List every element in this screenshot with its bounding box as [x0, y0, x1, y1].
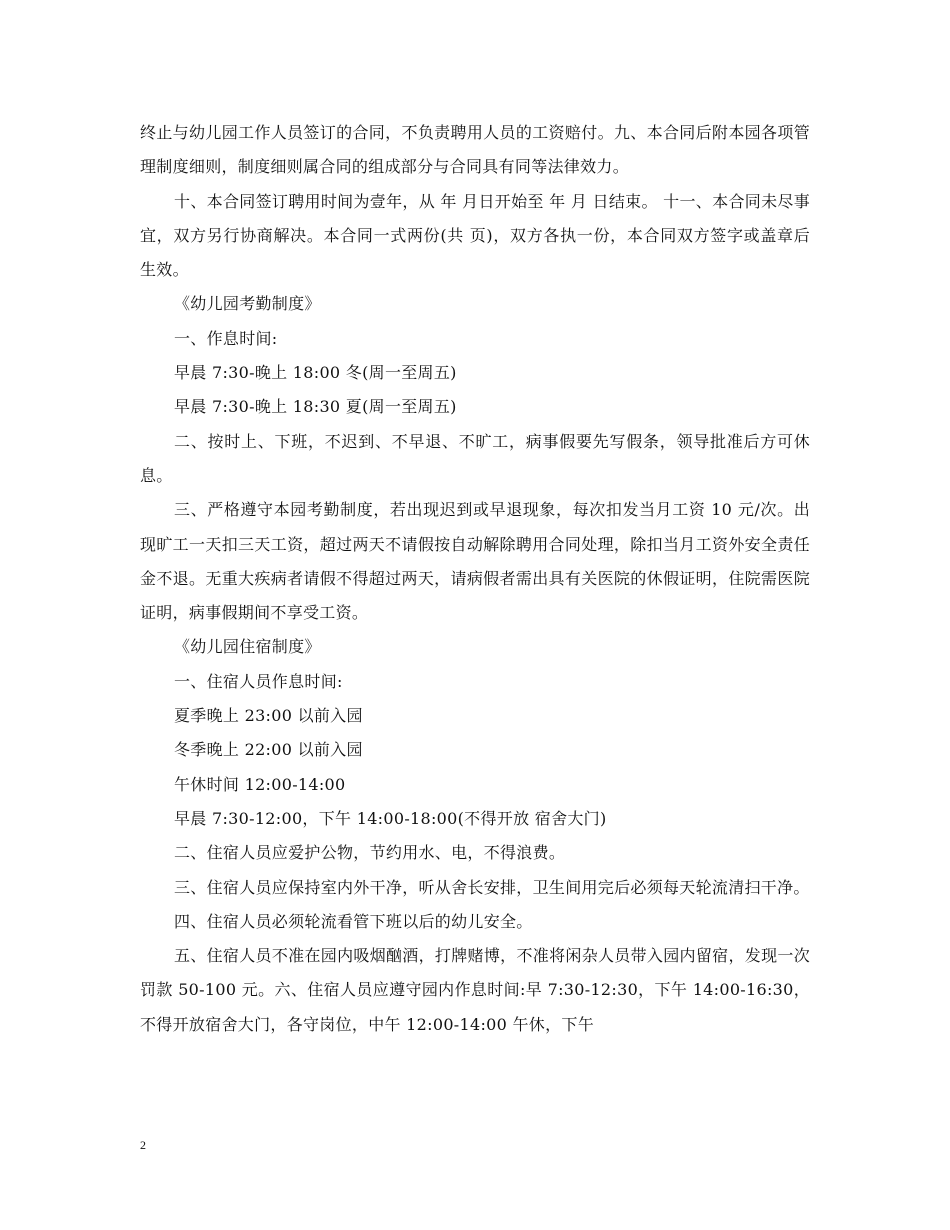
paragraph: 夏季晚上 23:00 以前入园: [174, 706, 363, 726]
paragraph: 冬季晚上 22:00 以前入园: [174, 740, 363, 760]
paragraph: 早晨 7:30-晚上 18:30 夏(周一至周五): [174, 397, 457, 417]
section-title: 《幼儿园考勤制度》: [174, 294, 321, 314]
paragraph: 十、本合同签订聘用时间为壹年，从 年 月日开始至 年 月 日结束。 十一、本合同未尽事宜，双方另行协商解决。本合同一式两份(共 页)，双方各执一份，本合同双方签字或盖章后生效。: [140, 191, 810, 280]
paragraph: 五、住宿人员不准在园内吸烟酗酒，打牌赌博，不准将闲杂人员带入园内留宿，发现一次罚款 50-100 元。六、住宿人员应遵守园内作息时间:早 7:30-12:30，下午 14:00-16:30，不得开放宿舍大门，各守岗位，中午 12:00-14:00 午休，下午: [140, 946, 810, 1034]
paragraph: 三、住宿人员应保持室内外干净，听从舍长安排，卫生间用完后必须每天轮流清扫干净。: [174, 877, 810, 897]
paragraph: 早晨 7:30-晚上 18:00 冬(周一至周五): [174, 363, 457, 383]
section-title: 《幼儿园住宿制度》: [174, 637, 321, 657]
paragraph: 早晨 7:30-12:00，下午 14:00-18:00(不得开放 宿舍大门): [174, 808, 607, 828]
document-body: [140, 116, 810, 1042]
paragraph: 一、作息时间:: [174, 328, 278, 348]
paragraph: 四、住宿人员必须轮流看管下班以后的幼儿安全。: [174, 911, 533, 931]
paragraph: 终止与幼儿园工作人员签订的合同，不负责聘用人员的工资赔付。九、本合同后附本园各项管理制度细则，制度细则属合同的组成部分与合同具有同等法律效力。: [140, 123, 810, 177]
paragraph: 三、严格遵守本园考勤制度，若出现迟到或早退现象，每次扣发当月工资 10 元/次。出现旷工一天扣三天工资，超过两天不请假按自动解除聘用合同处理，除扣当月工资外安全责任金不退。无重大疾病者请假不得超过两天，请病假者需出具有关医院的休假证明，住院需医院证明，病事假期间不享受工资。: [140, 500, 810, 623]
paragraph: 二、按时上、下班，不迟到、不早退、不旷工，病事假要先写假条，领导批准后方可休息。: [140, 431, 810, 485]
paragraph: 午休时间 12:00-14:00: [174, 774, 346, 794]
page-number: 2: [140, 1138, 146, 1152]
paragraph: 一、住宿人员作息时间:: [174, 671, 343, 691]
paragraph: 二、住宿人员应爱护公物，节约用水、电，不得浪费。: [174, 843, 566, 863]
